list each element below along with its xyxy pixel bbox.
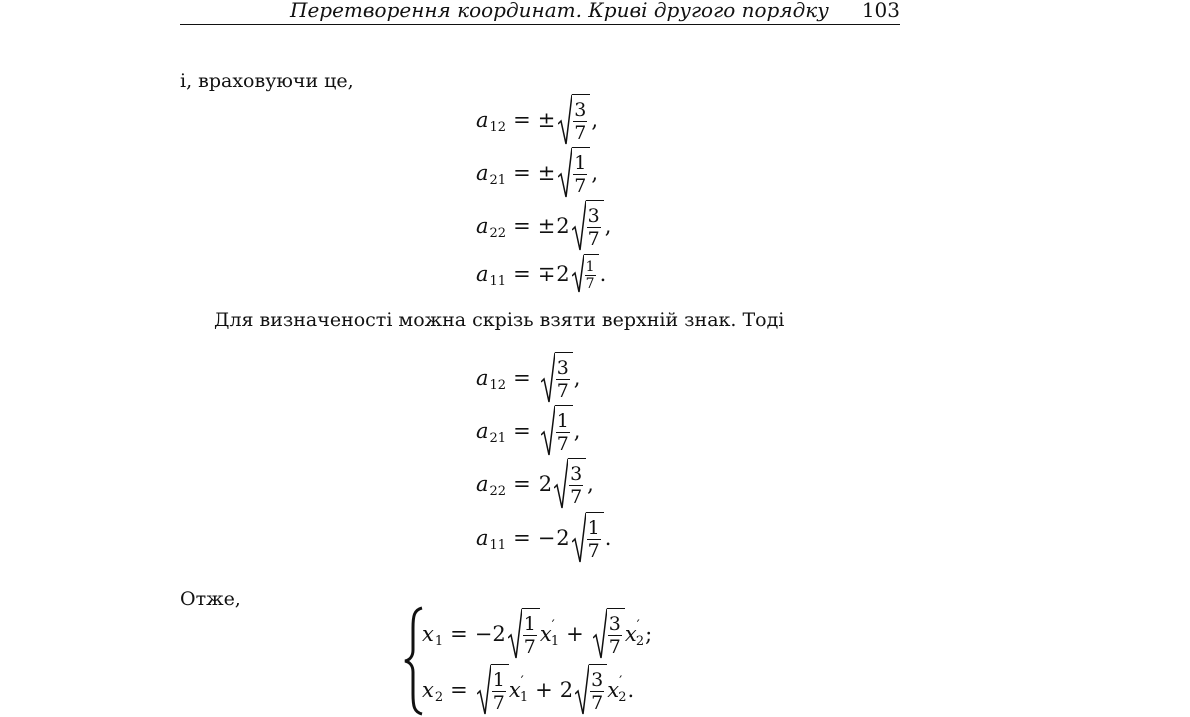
equation-a21-pm <box>476 147 598 199</box>
running-header <box>180 0 900 25</box>
equation-a12 <box>476 352 580 404</box>
eq-sub: 11 <box>489 273 507 289</box>
square-root <box>554 458 586 510</box>
denominator: 7 <box>585 276 595 293</box>
square-root <box>572 200 604 252</box>
eq-coef: 2 <box>556 526 570 550</box>
eq-sub: 12 <box>489 119 507 135</box>
fraction <box>590 670 604 713</box>
term-var: x <box>607 678 620 702</box>
eq-coef: 2 <box>556 214 570 238</box>
square-root <box>558 147 590 199</box>
denominator: 7 <box>556 433 569 456</box>
equation-a11 <box>476 512 611 564</box>
radical-sign-icon <box>541 405 555 457</box>
eq-plus: + <box>535 678 553 702</box>
fraction <box>587 206 601 249</box>
eq-var: a <box>476 526 489 550</box>
intro-text: і, враховуючи це, <box>180 70 354 92</box>
numerator: 3 <box>591 668 604 691</box>
equation-a21 <box>476 405 580 457</box>
system-equation-x2 <box>422 664 634 716</box>
radical-sign-icon <box>593 608 607 660</box>
eq-sign: − <box>537 526 556 550</box>
eq-equals: = <box>513 214 531 238</box>
eq-equals: = <box>513 262 531 286</box>
denominator: 7 <box>556 380 569 403</box>
square-root <box>572 512 604 564</box>
eq-equals: = <box>513 472 531 496</box>
eq-punct: , <box>591 161 599 185</box>
equation-a12-pm <box>476 94 598 146</box>
radical-sign-icon <box>572 200 586 252</box>
radical-sign-icon <box>558 147 572 199</box>
term-var: x <box>539 622 552 646</box>
eq-sign: − <box>474 622 493 646</box>
eq-punct: , <box>573 419 581 443</box>
square-root <box>593 608 625 660</box>
eq-sign: ± <box>537 214 556 238</box>
numerator: 3 <box>574 98 587 121</box>
numerator: 1 <box>523 612 536 635</box>
fraction <box>492 670 506 713</box>
eq-sign: ± <box>537 108 556 132</box>
denominator: 7 <box>587 540 600 563</box>
eq-var: a <box>476 262 489 286</box>
square-root <box>541 352 573 404</box>
eq-sub: 22 <box>489 483 507 499</box>
eq-sign: ∓ <box>537 262 556 286</box>
eq-var: a <box>476 366 489 390</box>
eq-equals: = <box>513 419 531 443</box>
equation-a11-mp <box>476 254 606 294</box>
square-root <box>575 664 607 716</box>
eq-equals: = <box>513 161 531 185</box>
prime-mark: ′ <box>551 618 555 634</box>
eq-coef: 2 <box>538 472 553 496</box>
prime-mark: ′ <box>636 618 640 634</box>
radical-sign-icon <box>541 352 555 404</box>
eq-punct: . <box>627 678 635 702</box>
system-equation-x1 <box>422 608 652 660</box>
radical-sign-icon <box>508 608 522 660</box>
fraction <box>569 464 583 507</box>
term-sub: 2 <box>635 633 645 649</box>
fraction <box>608 614 622 657</box>
radical-sign-icon <box>575 664 589 716</box>
eq-punct: , <box>573 366 581 390</box>
equation-a22 <box>476 458 594 510</box>
radical-sign-icon <box>572 512 586 564</box>
square-root <box>572 254 599 294</box>
eq-punct: ; <box>645 622 653 646</box>
radical-sign-icon <box>572 254 584 294</box>
radical-sign-icon <box>558 94 572 146</box>
fraction <box>573 153 587 196</box>
numerator: 1 <box>574 151 587 174</box>
eq-sub: 12 <box>489 377 507 393</box>
eq-var: a <box>476 419 489 443</box>
header-title: Перетворення координат. Криві другого порядку <box>290 0 829 22</box>
numerator: 3 <box>587 204 600 227</box>
numerator: 1 <box>585 258 595 275</box>
eq-equals: = <box>450 678 468 702</box>
eq-lhs: x <box>422 622 434 646</box>
numerator: 1 <box>492 668 505 691</box>
term-sub: 1 <box>519 689 529 705</box>
numerator: 3 <box>570 462 583 485</box>
eq-var: a <box>476 472 489 496</box>
eq-sub: 21 <box>489 430 507 446</box>
denominator: 7 <box>591 692 604 715</box>
eq-punct: , <box>587 472 594 496</box>
fraction <box>573 100 587 143</box>
denominator: 7 <box>523 636 536 659</box>
eq-punct: , <box>591 108 599 132</box>
eq-sub: 22 <box>489 225 507 241</box>
square-root <box>477 664 509 716</box>
eq-punct: . <box>604 526 612 550</box>
square-root <box>558 94 590 146</box>
eq-coef: 2 <box>492 622 506 646</box>
radical-sign-icon <box>477 664 491 716</box>
eq-equals: = <box>513 526 531 550</box>
fraction <box>587 518 601 561</box>
prime-mark: ′ <box>520 674 524 690</box>
prime-mark: ′ <box>619 674 623 690</box>
numerator: 1 <box>587 516 600 539</box>
denominator: 7 <box>570 486 583 509</box>
denominator: 7 <box>608 636 621 659</box>
eq-lhs-sub: 2 <box>434 689 444 705</box>
denominator: 7 <box>492 692 505 715</box>
eq-punct: , <box>604 214 612 238</box>
term-var: x <box>508 678 521 702</box>
radical-sign-icon <box>554 458 568 510</box>
page-number: 103 <box>861 0 900 22</box>
fraction <box>556 411 570 454</box>
eq-equals: = <box>450 622 468 646</box>
fraction <box>523 614 537 657</box>
eq-lhs: x <box>422 678 434 702</box>
fraction <box>556 358 570 401</box>
eq-lhs-sub: 1 <box>434 633 444 649</box>
eq-coef: 2 <box>556 262 570 286</box>
eq-plus: + <box>566 622 584 646</box>
denominator: 7 <box>574 122 587 145</box>
numerator: 3 <box>608 612 621 635</box>
denominator: 7 <box>574 175 587 198</box>
eq-sign: ± <box>537 161 556 185</box>
term-sub: 2 <box>618 689 627 705</box>
eq-punct: . <box>599 262 607 286</box>
eq-equals: = <box>513 108 531 132</box>
square-root <box>508 608 540 660</box>
square-root <box>541 405 573 457</box>
term-var: x <box>624 622 637 646</box>
left-brace-icon <box>404 606 424 716</box>
eq-sub: 11 <box>489 537 507 553</box>
therefore-text: Отже, <box>180 588 241 610</box>
eq-var: a <box>476 161 489 185</box>
eq-var: a <box>476 108 489 132</box>
fraction <box>585 260 596 291</box>
equation-a22-pm <box>476 200 611 252</box>
eq-var: a <box>476 214 489 238</box>
definiteness-text: Для визначеності можна скрізь взяти верхній знак. Тоді <box>214 309 785 331</box>
numerator: 3 <box>556 356 569 379</box>
term-sub: 1 <box>550 633 560 649</box>
denominator: 7 <box>587 228 600 251</box>
eq-sub: 21 <box>489 172 507 188</box>
numerator: 1 <box>556 409 569 432</box>
eq-equals: = <box>513 366 531 390</box>
eq-coef: 2 <box>559 678 574 702</box>
